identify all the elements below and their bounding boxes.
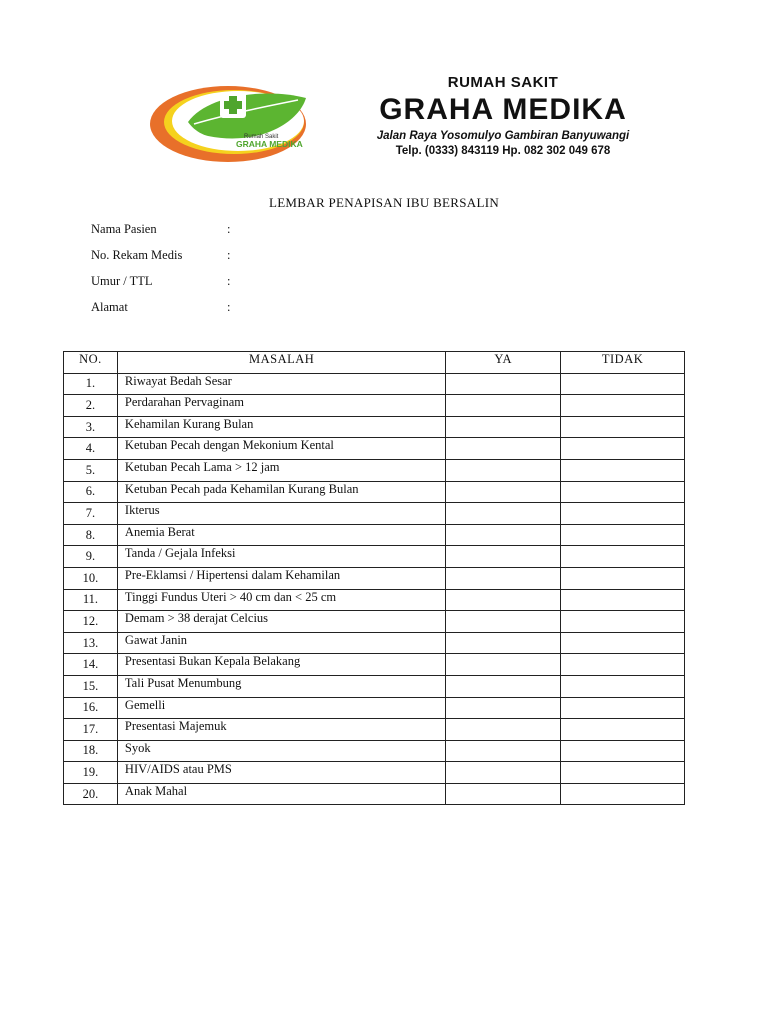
- row-problem: Ketuban Pecah dengan Mekonium Kental: [117, 438, 445, 460]
- field-colon: :: [227, 274, 231, 288]
- hospital-header: [340, 72, 666, 159]
- row-problem: Gawat Janin: [117, 632, 445, 654]
- header-ya: YA: [446, 352, 561, 374]
- ya-cell[interactable]: [446, 546, 561, 568]
- row-number: 1.: [64, 373, 118, 395]
- row-number: 8.: [64, 524, 118, 546]
- table-row: [64, 589, 685, 611]
- hospital-address: Jalan Raya Yosomulyo Gambiran Banyuwangi: [376, 130, 630, 142]
- table-row: [64, 654, 685, 676]
- ya-cell[interactable]: [446, 524, 561, 546]
- field-colon: :: [227, 222, 231, 236]
- table-row: [64, 632, 685, 654]
- logo-small-text: Rumah Sakit: [244, 134, 279, 140]
- tidak-cell[interactable]: [561, 740, 685, 762]
- row-number: 5.: [64, 459, 118, 481]
- ya-cell[interactable]: [446, 762, 561, 784]
- hospital-logo-graphic: [148, 84, 314, 164]
- ya-cell[interactable]: [446, 589, 561, 611]
- tidak-cell[interactable]: [561, 438, 685, 460]
- header-masalah: MASALAH: [117, 352, 445, 374]
- ya-cell[interactable]: [446, 697, 561, 719]
- ya-cell[interactable]: [446, 567, 561, 589]
- screening-table: [63, 351, 685, 805]
- row-number: 15.: [64, 675, 118, 697]
- row-number: 13.: [64, 632, 118, 654]
- field-colon: :: [227, 300, 231, 314]
- tidak-cell[interactable]: [561, 524, 685, 546]
- ya-cell[interactable]: [446, 740, 561, 762]
- tidak-cell[interactable]: [561, 719, 685, 741]
- tidak-cell[interactable]: [561, 567, 685, 589]
- row-problem: Ikterus: [117, 503, 445, 525]
- patient-field-row: [91, 220, 491, 246]
- row-number: 18.: [64, 740, 118, 762]
- table-header-row: [64, 352, 685, 374]
- tidak-cell[interactable]: [561, 675, 685, 697]
- row-problem: Presentasi Bukan Kepala Belakang: [117, 654, 445, 676]
- ya-cell[interactable]: [446, 459, 561, 481]
- ya-cell[interactable]: [446, 719, 561, 741]
- tidak-cell[interactable]: [561, 503, 685, 525]
- table-row: [64, 503, 685, 525]
- ya-cell[interactable]: [446, 783, 561, 805]
- tidak-cell[interactable]: [561, 481, 685, 503]
- ya-cell[interactable]: [446, 395, 561, 417]
- row-problem: Perdarahan Pervaginam: [117, 395, 445, 417]
- table-row: [64, 675, 685, 697]
- table-row: [64, 611, 685, 633]
- row-number: 2.: [64, 395, 118, 417]
- table-row: [64, 567, 685, 589]
- document-title: LEMBAR PENAPISAN IBU BERSALIN: [268, 195, 500, 210]
- row-problem: HIV/AIDS atau PMS: [117, 762, 445, 784]
- table-row: [64, 438, 685, 460]
- header-tidak: TIDAK: [561, 352, 685, 374]
- tidak-cell[interactable]: [561, 632, 685, 654]
- ya-cell[interactable]: [446, 438, 561, 460]
- row-number: 9.: [64, 546, 118, 568]
- row-number: 12.: [64, 611, 118, 633]
- row-problem: Syok: [117, 740, 445, 762]
- hospital-logo: [148, 84, 314, 164]
- table-row: [64, 481, 685, 503]
- patient-field-row: [91, 272, 491, 298]
- row-problem: Demam > 38 derajat Celcius: [117, 611, 445, 633]
- row-problem: Pre-Eklamsi / Hipertensi dalam Kehamilan: [117, 567, 445, 589]
- row-number: 19.: [64, 762, 118, 784]
- table-row: [64, 783, 685, 805]
- table-row: [64, 395, 685, 417]
- table-row: [64, 740, 685, 762]
- table-row: [64, 459, 685, 481]
- tidak-cell[interactable]: [561, 783, 685, 805]
- row-problem: Ketuban Pecah Lama > 12 jam: [117, 459, 445, 481]
- tidak-cell[interactable]: [561, 589, 685, 611]
- ya-cell[interactable]: [446, 611, 561, 633]
- row-number: 14.: [64, 654, 118, 676]
- row-number: 16.: [64, 697, 118, 719]
- row-problem: Riwayat Bedah Sesar: [117, 373, 445, 395]
- tidak-cell[interactable]: [561, 373, 685, 395]
- row-number: 4.: [64, 438, 118, 460]
- table-row: [64, 697, 685, 719]
- tidak-cell[interactable]: [561, 395, 685, 417]
- row-problem: Tanda / Gejala Infeksi: [117, 546, 445, 568]
- row-number: 11.: [64, 589, 118, 611]
- patient-field-row: [91, 246, 491, 272]
- row-problem: Gemelli: [117, 697, 445, 719]
- ya-cell[interactable]: [446, 373, 561, 395]
- ya-cell[interactable]: [446, 675, 561, 697]
- patient-info: [91, 220, 491, 324]
- row-problem: Anak Mahal: [117, 783, 445, 805]
- medical-record-label: No. Rekam Medis: [91, 248, 183, 262]
- row-number: 7.: [64, 503, 118, 525]
- tidak-cell[interactable]: [561, 762, 685, 784]
- row-number: 6.: [64, 481, 118, 503]
- table-body: [64, 373, 685, 805]
- row-number: 20.: [64, 783, 118, 805]
- ya-cell[interactable]: [446, 632, 561, 654]
- header-no: NO.: [64, 352, 118, 374]
- patient-field-row: [91, 298, 491, 324]
- row-problem: Presentasi Majemuk: [117, 719, 445, 741]
- age-dob-label: Umur / TTL: [91, 274, 153, 288]
- tidak-cell[interactable]: [561, 546, 685, 568]
- table-row: [64, 719, 685, 741]
- tidak-cell[interactable]: [561, 459, 685, 481]
- patient-name-label: Nama Pasien: [91, 222, 157, 236]
- table-row: [64, 416, 685, 438]
- ya-cell[interactable]: [446, 654, 561, 676]
- field-colon: :: [227, 248, 231, 262]
- logo-cross-icon: [220, 92, 246, 118]
- table-row: [64, 524, 685, 546]
- table-row: [64, 373, 685, 395]
- row-problem: Ketuban Pecah pada Kehamilan Kurang Bulan: [117, 481, 445, 503]
- table-row: [64, 546, 685, 568]
- tidak-cell[interactable]: [561, 611, 685, 633]
- ya-cell[interactable]: [446, 503, 561, 525]
- ya-cell[interactable]: [446, 481, 561, 503]
- tidak-cell[interactable]: [561, 697, 685, 719]
- logo-name-text: GRAHA MEDIKA: [236, 139, 303, 149]
- row-problem: Anemia Berat: [117, 524, 445, 546]
- row-problem: Tali Pusat Menumbung: [117, 675, 445, 697]
- hospital-phone: Telp. (0333) 843119 Hp. 082 302 049 678: [395, 145, 611, 157]
- table-row: [64, 762, 685, 784]
- hospital-name: GRAHA MEDIKA: [379, 93, 627, 126]
- row-problem: Tinggi Fundus Uteri > 40 cm dan < 25 cm: [117, 589, 445, 611]
- address-label: Alamat: [91, 300, 128, 314]
- row-number: 3.: [64, 416, 118, 438]
- tidak-cell[interactable]: [561, 416, 685, 438]
- hospital-type-label: RUMAH SAKIT: [447, 74, 559, 91]
- row-number: 17.: [64, 719, 118, 741]
- row-problem: Kehamilan Kurang Bulan: [117, 416, 445, 438]
- row-number: 10.: [64, 567, 118, 589]
- tidak-cell[interactable]: [561, 654, 685, 676]
- ya-cell[interactable]: [446, 416, 561, 438]
